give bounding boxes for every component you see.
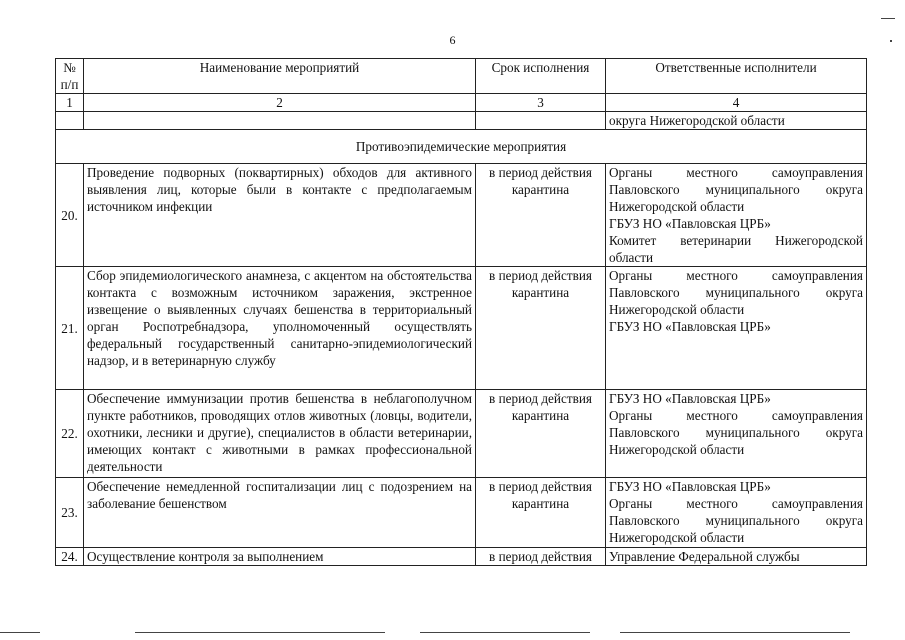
empty-cell bbox=[476, 112, 606, 130]
responsible-line: ГБУЗ НО «Павловская ЦРБ» bbox=[609, 319, 771, 334]
row-measure: Обеспечение иммунизации против бешенства в неблагополучном пункте работников, проводящих отлов животных (ловцы, водители, охотники, лесники и другие), специалистов в области ветеринарии, имеющих контакт с животными в рамках профессиональной деятельности bbox=[84, 390, 476, 478]
row-responsible bbox=[606, 478, 867, 548]
scan-mark bbox=[881, 18, 895, 19]
scan-mark bbox=[620, 632, 850, 633]
page-number: 6 bbox=[449, 33, 456, 47]
responsible-line: Управление Федеральной службы bbox=[609, 549, 800, 564]
section-row bbox=[56, 130, 867, 164]
header-term: Срок исполнения bbox=[476, 59, 606, 94]
row-term: в период действия карантина bbox=[476, 478, 606, 548]
responsible-line: Органы местного самоуправления Павловского муниципального округа Нижегородской области bbox=[609, 496, 863, 545]
row-term: в период действия карантина bbox=[476, 267, 606, 390]
row-measure: Сбор эпидемиологического анамнеза, с акцентом на обстоятельства контакта с возможным источником заражения, экстренное извещение о выявленных случаях бешенства в территориальный орган Роспотребнадзора, уполномоченный осуществлять федеральный государственный санитарно-эпидемиологический надзор, и в ветеринарную службу bbox=[84, 267, 476, 390]
row-term: в период действия карантина bbox=[476, 164, 606, 267]
scan-mark bbox=[890, 40, 892, 42]
row-responsible bbox=[606, 548, 867, 566]
row-number: 21. bbox=[56, 267, 84, 390]
row-responsible bbox=[606, 390, 867, 478]
responsible-line: ГБУЗ НО «Павловская ЦРБ» bbox=[609, 391, 771, 406]
row-term: в период действия карантина bbox=[476, 390, 606, 478]
row-measure: Осуществление контроля за выполнением bbox=[84, 548, 476, 566]
responsible-line: Комитет ветеринарии Нижегородской области bbox=[609, 233, 863, 265]
column-number: 4 bbox=[606, 94, 867, 112]
section-title: Противоэпидемические мероприятия bbox=[56, 130, 867, 164]
table-row bbox=[56, 267, 867, 390]
carryover-text: округа Нижегородской области bbox=[606, 112, 867, 130]
responsible-line: ГБУЗ НО «Павловская ЦРБ» bbox=[609, 216, 771, 231]
row-number: 20. bbox=[56, 164, 84, 267]
empty-cell bbox=[84, 112, 476, 130]
row-number: 23. bbox=[56, 478, 84, 548]
table-row bbox=[56, 548, 867, 566]
responsible-line: Органы местного самоуправления Павловского муниципального округа Нижегородской области bbox=[609, 268, 863, 317]
row-measure: Обеспечение немедленной госпитализации лиц с подозрением на заболевание бешенством bbox=[84, 478, 476, 548]
header-responsible: Ответственные исполнители bbox=[606, 59, 867, 94]
responsible-line: Органы местного самоуправления Павловского муниципального округа Нижегородской области bbox=[609, 165, 863, 214]
empty-cell bbox=[56, 112, 84, 130]
scan-mark bbox=[420, 632, 590, 633]
column-number: 3 bbox=[476, 94, 606, 112]
header-number: № п/п bbox=[56, 59, 84, 94]
scan-mark bbox=[135, 632, 385, 633]
row-term: в период действия bbox=[476, 548, 606, 566]
table-row bbox=[56, 390, 867, 478]
scan-mark bbox=[0, 632, 40, 633]
row-responsible bbox=[606, 164, 867, 267]
carryover-row bbox=[56, 112, 867, 130]
header-name: Наименование мероприятий bbox=[84, 59, 476, 94]
table-row bbox=[56, 478, 867, 548]
table-row bbox=[56, 164, 867, 267]
column-number: 1 bbox=[56, 94, 84, 112]
row-number: 22. bbox=[56, 390, 84, 478]
row-responsible bbox=[606, 267, 867, 390]
row-measure: Проведение подворных (поквартирных) обходов для активного выявления лиц, которые были в контакте с предполагаемым источником инфекции bbox=[84, 164, 476, 267]
table-header-row bbox=[56, 59, 867, 94]
column-number-row bbox=[56, 94, 867, 112]
row-number: 24. bbox=[56, 548, 84, 566]
responsible-line: ГБУЗ НО «Павловская ЦРБ» bbox=[609, 479, 771, 494]
column-number: 2 bbox=[84, 94, 476, 112]
responsible-line: Органы местного самоуправления Павловского муниципального округа Нижегородской области bbox=[609, 408, 863, 457]
measures-table bbox=[55, 58, 867, 566]
